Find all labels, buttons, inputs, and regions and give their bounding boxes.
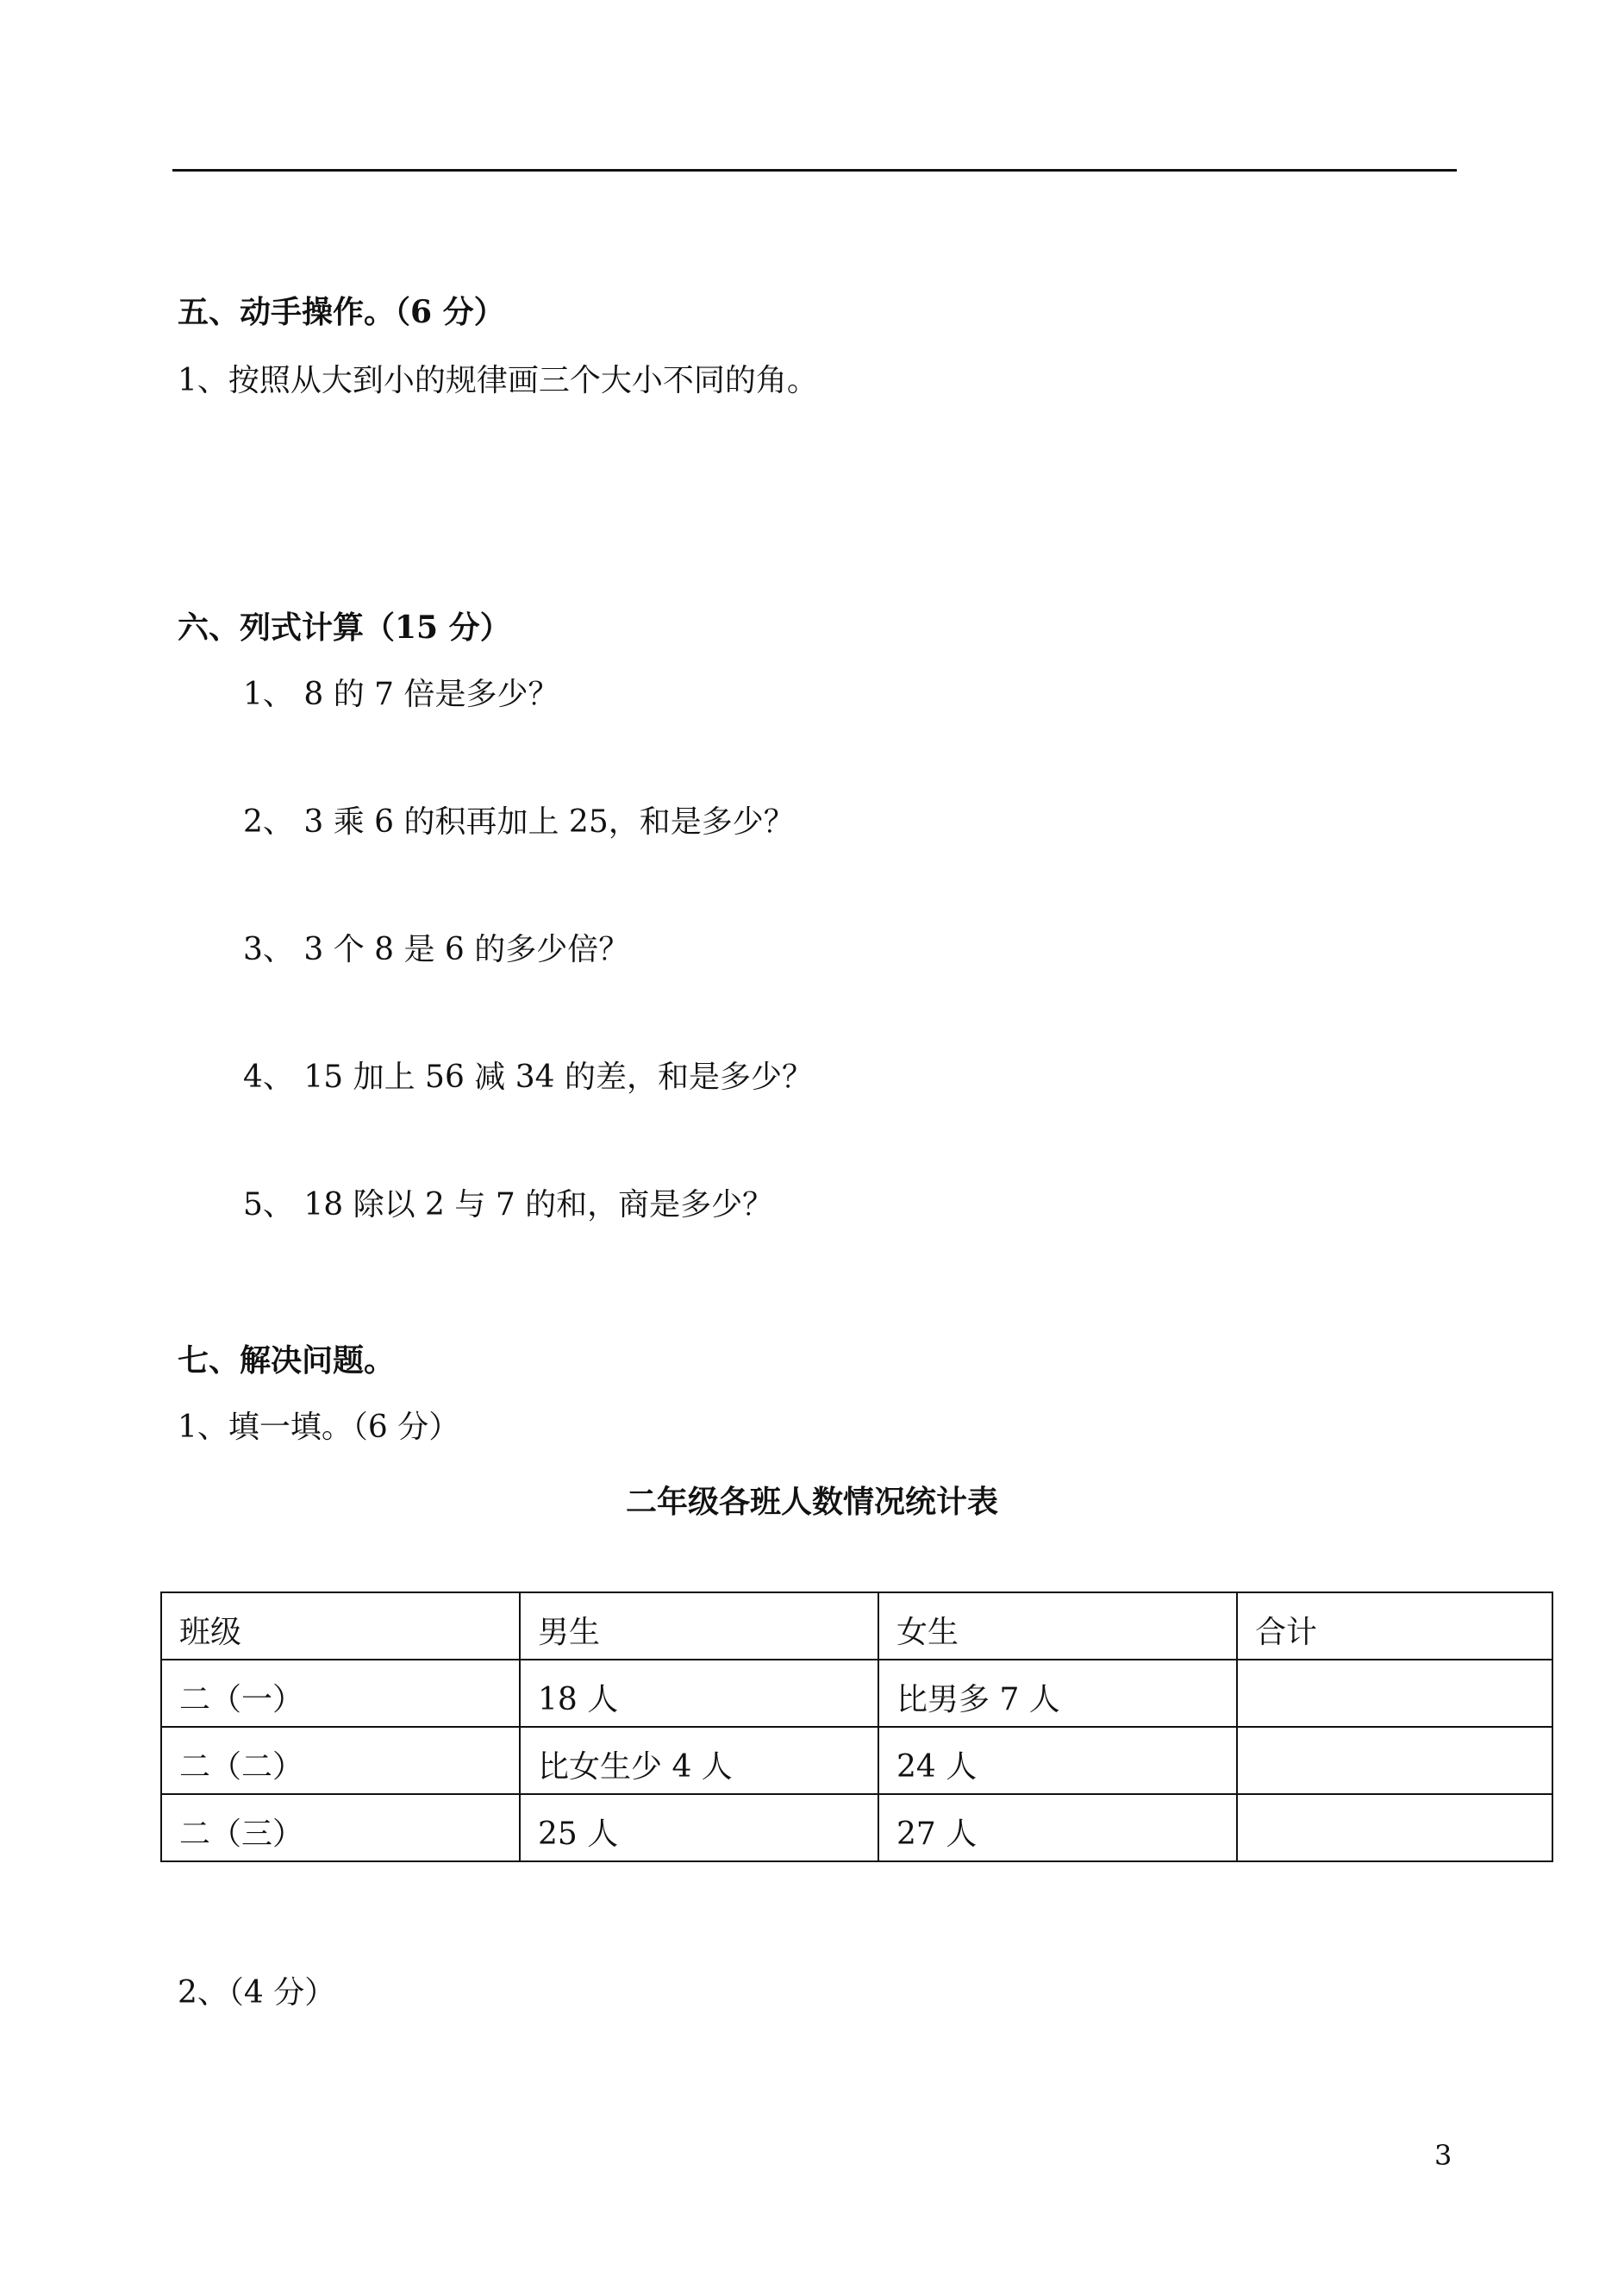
table-row bbox=[161, 1727, 1552, 1794]
cell-girls: 27 人 bbox=[878, 1794, 1237, 1861]
cell-girls: 24 人 bbox=[878, 1727, 1237, 1794]
cell-total-blank[interactable] bbox=[1237, 1727, 1552, 1794]
section-5-question-1: 1、按照从大到小的规律画三个大小不同的角。 bbox=[178, 363, 818, 398]
cell-total-blank[interactable] bbox=[1237, 1660, 1552, 1727]
cell-boys: 比女生少 4 人 bbox=[520, 1727, 878, 1794]
class-stats-table bbox=[160, 1591, 1553, 1862]
section-7-heading: 七、解决问题。 bbox=[178, 1342, 396, 1379]
cell-class: 二（二） bbox=[161, 1727, 520, 1794]
cell-boys: 18 人 bbox=[520, 1660, 878, 1727]
header-girls: 女生 bbox=[878, 1592, 1237, 1660]
table-header-row bbox=[161, 1592, 1552, 1660]
calc-question-1: 1、 8 的 7 倍是多少？ bbox=[243, 677, 559, 712]
cell-class: 二（一） bbox=[161, 1660, 520, 1727]
cell-girls: 比男多 7 人 bbox=[878, 1660, 1237, 1727]
calc-question-5: 5、 18 除以 2 与 7 的和，商是多少？ bbox=[243, 1187, 774, 1223]
section-7-question-2: 2、（4 分） bbox=[178, 1975, 336, 2010]
calc-question-3: 3、 3 个 8 是 6 的多少倍？ bbox=[243, 932, 630, 967]
section-7-question-1: 1、填一填。（6 分） bbox=[178, 1410, 460, 1445]
header-total: 合计 bbox=[1237, 1592, 1552, 1660]
cell-boys: 25 人 bbox=[520, 1794, 878, 1861]
section-5-heading: 五、动手操作。（6 分） bbox=[178, 294, 505, 330]
calc-question-2: 2、 3 乘 6 的积再加上 25，和是多少？ bbox=[243, 804, 795, 840]
header-boys: 男生 bbox=[520, 1592, 878, 1660]
header-rule bbox=[172, 169, 1457, 172]
section-6-heading: 六、列式计算（15 分） bbox=[178, 610, 511, 646]
table-row bbox=[161, 1660, 1552, 1727]
calc-question-4: 4、 15 加上 56 减 34 的差，和是多少？ bbox=[243, 1060, 813, 1095]
cell-total-blank[interactable] bbox=[1237, 1794, 1552, 1861]
page-number: 3 bbox=[1434, 2139, 1452, 2172]
cell-class: 二（三） bbox=[161, 1794, 520, 1861]
header-class: 班级 bbox=[161, 1592, 520, 1660]
table-title: 二年级各班人数情况统计表 bbox=[625, 1484, 998, 1520]
table-row bbox=[161, 1794, 1552, 1861]
